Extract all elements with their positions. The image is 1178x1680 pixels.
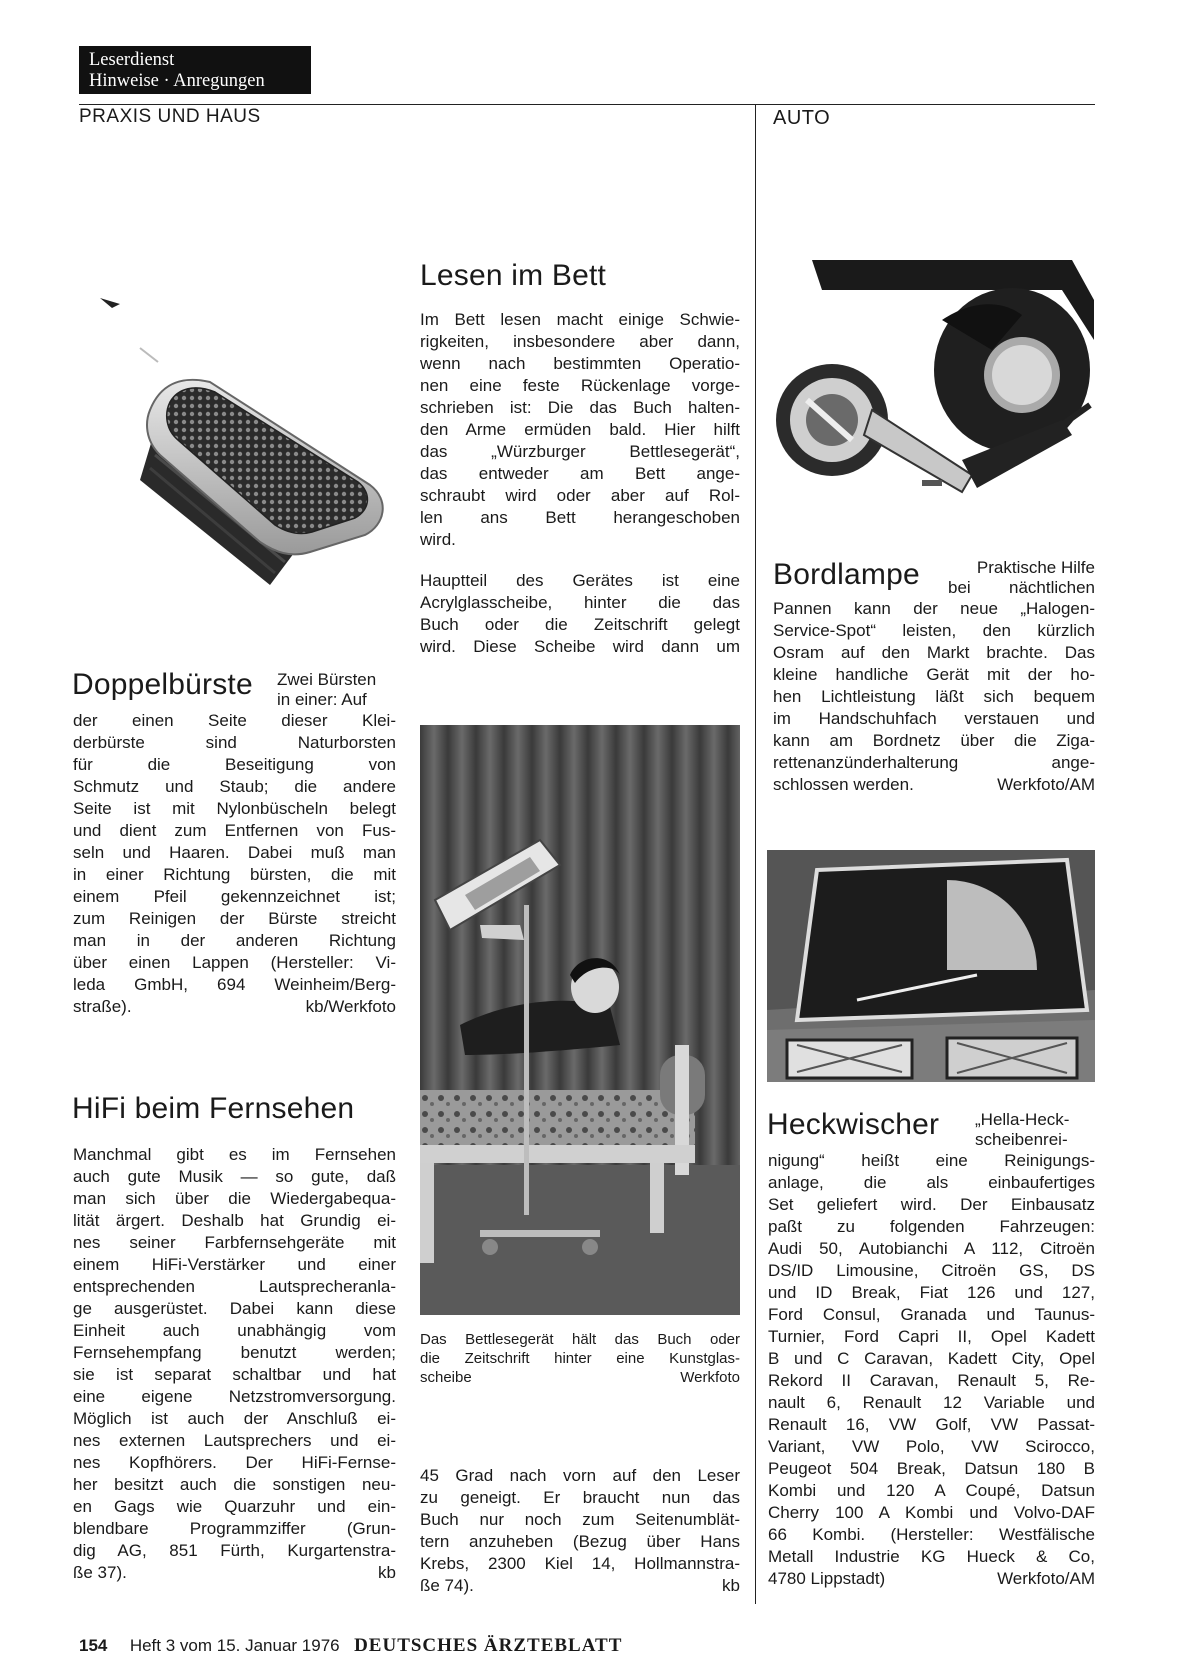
body-line: man in der anderen Richtung [73,931,396,950]
caption-line: die Zeitschrift hinter eine Kunstglas- [420,1350,740,1367]
bordlampe-lead-line-1: Praktische Hilfe [976,558,1095,577]
body-line: das „Würzburger Bettlesegerät“, [420,442,740,461]
body-line-last [768,1568,1095,1590]
magazine-name: DEUTSCHES ÄRZTEBLATT [354,1635,623,1656]
body-line: Ford Consul, Granada und Taunus- [768,1305,1095,1324]
body-line: im Handschuhfach verstauen und [773,709,1095,728]
body-line: kleine handliche Gerät mit der ho- [773,665,1095,684]
body-line: Service-Spot“ leisten, den kürzlich [773,621,1095,640]
body-line: rettenanzünderhalterung ange- [773,753,1095,772]
bordlampe-lead [948,558,1095,597]
body-line: wird. [420,530,456,549]
body-line: nes seiner Farbfernsehgeräte mit [73,1233,396,1252]
body-line: seln und Haaren. Dabei muß man [73,843,396,862]
brush-illustration [100,290,400,610]
photo-credit: Werkfoto/AM [997,1569,1095,1588]
badge-line-1: Leserdienst [89,50,175,70]
body-line: dig AG, 851 Fürth, Kurgartenstra- [73,1541,396,1560]
bed-reading-illustration [420,725,740,1315]
body-line: zu geneigt. Er braucht nun das [420,1488,740,1507]
column-divider [755,104,756,1604]
body-line: nes externen Lautsprechers und ei- [73,1431,396,1450]
lamp-illustration [772,260,1094,526]
body-line: und dient zum Entfernen von Fus- [73,821,396,840]
bordlampe-lead-line-2: bei nächtlichen [948,578,1095,597]
body-line: wird. Diese Scheibe wird dann um [420,637,740,656]
body-line: Fernsehempfang benutzt werden; [73,1343,396,1362]
body-line: anlage, die als einbaufertiges [768,1173,1095,1192]
body-line: Möglich ist auch der Anschluß ei- [73,1409,396,1428]
body-line: rigkeiten, insbesondere aber dann, [420,332,740,351]
body-line: Buch nur noch zum Seitenumblät- [420,1510,740,1529]
heckwischer-title: Heckwischer [767,1108,940,1141]
wiper-photo [767,850,1095,1082]
body-last-text: ße 74). [420,1576,474,1595]
body-line: B und C Caravan, Kadett City, Opel [768,1349,1095,1368]
body-line: das entweder am Bett ange- [420,464,740,483]
header-rule [79,104,1095,105]
section-label-right: AUTO [773,107,831,129]
doppelbuerste-title: Doppelbürste [72,668,253,701]
heckwischer-body [768,1150,1095,1590]
body-line: blendbare Programmziffer (Grun- [73,1519,396,1538]
body-line: Im Bett lesen macht einige Schwie- [420,310,740,329]
photo-credit: Werkfoto/AM [997,775,1095,794]
body-line: Peugeot 504 Break, Datsun 180 B [768,1459,1095,1478]
section-badge [79,46,311,94]
body-line: hen Lichtleistung läßt sich bequem [773,687,1095,706]
author-credit: kb [378,1563,396,1582]
body-line: eine eigene Netzstromversorgung. [73,1387,396,1406]
body-line: Variant, VW Polo, VW Scirocco, [768,1437,1095,1456]
body-last-text: 4780 Lippstadt) [768,1569,886,1588]
body-line: 45 Grad nach vorn auf den Leser [420,1466,740,1485]
body-line-last [420,1575,740,1597]
body-line: her besitzt auch die sonstigen neu- [73,1475,396,1494]
body-line: Manchmal gibt es im Fernsehen [73,1145,396,1164]
body-line: wenn nach bestimmten Operatio- [420,354,740,373]
body-line: über einen Lappen (Hersteller: Vi- [73,953,396,972]
heckwischer-lead-line-2: scheibenrei- [975,1130,1068,1149]
badge-line-2: Hinweise · Anregungen [89,71,265,91]
heckwischer-lead [975,1110,1095,1149]
doppelbuerste-lead-line-2: in einer: Auf [277,690,367,709]
body-line: Acrylglasscheibe, hinter die das [420,593,740,612]
bed-reading-photo [420,725,740,1315]
body-line: Krebs, 2300 Kiel 14, Hollmannstra- [420,1554,740,1573]
body-line: zum Reinigen der Bürste streicht [73,909,396,928]
page-footer [79,1635,622,1657]
hifi-body [73,1144,396,1584]
body-line: Set geliefert wird. Der Einbausatz [768,1195,1095,1214]
body-line: Seite ist mit Nylonbüscheln belegt [73,799,396,818]
body-line: Pannen kann der neue „Halogen- [773,599,1095,618]
body-line: Metall Industrie KG Hueck & Co, [768,1547,1095,1566]
body-last-text: ße 37). [73,1563,127,1582]
lamp-photo [772,260,1094,526]
body-line: 66 Kombi. (Hersteller: Westfälische [768,1525,1095,1544]
body-line: Buch oder die Zeitschrift gelegt [420,615,740,634]
body-line: ge ausgerüstet. Dabei kann diese [73,1299,396,1318]
lesen-body-1 [420,309,740,551]
caption-line: Das Bettlesegerät hält das Buch oder [420,1331,740,1348]
lesen-body-3 [420,1465,740,1597]
body-line: nault 6, Renault 12 Variable und [768,1393,1095,1412]
body-line: nigung“ heißt eine Reinigungs- [768,1151,1095,1170]
body-line: Audi 50, Autobianchi A 112, Citroën [768,1239,1095,1258]
body-line: in einer Richtung bürsten, die mit [73,865,396,884]
body-line: nen eine feste Rückenlage vorge- [420,376,740,395]
body-line: Kombi und 120 A Coupé, Datsun [768,1481,1095,1500]
body-line: leda GmbH, 694 Weinheim/Berg- [73,975,396,994]
body-line: tern anzuheben (Bezug über Hans [420,1532,740,1551]
body-line: len ans Bett herangeschoben [420,508,740,527]
body-line: für die Beseitigung von [73,755,396,774]
bed-photo-caption [420,1330,740,1387]
body-line-last [773,774,1095,796]
body-line-last [73,996,396,1018]
body-line: Schmutz und Staub; die andere [73,777,396,796]
doppelbuerste-lead [277,670,398,709]
lesen-body-2 [420,570,740,658]
issue-info: Heft 3 vom 15. Januar 1976 [129,1636,340,1655]
body-line: auch gute Musik — so gute, daß [73,1167,396,1186]
body-line: und ID Break, Fiat 126 und 127, [768,1283,1095,1302]
body-line: Turnier, Ford Capri II, Opel Kadett [768,1327,1095,1346]
body-line: einem Pfeil gekennzeichnet ist; [73,887,396,906]
bordlampe-body [773,598,1095,796]
body-line: kann am Bordnetz über die Ziga- [773,731,1095,750]
body-line: lität ärgert. Deshalb hat Grundig ei- [73,1211,396,1230]
body-line: Rekord II Caravan, Renault 5, Re- [768,1371,1095,1390]
brush-photo [100,290,400,610]
body-line: entsprechenden Lautsprecheranla- [73,1277,396,1296]
caption-line-last [420,1368,740,1387]
author-credit: kb [722,1576,740,1595]
doppelbuerste-lead-line-1: Zwei Bürsten [277,670,377,689]
body-line: derbürste sind Naturborsten [73,733,396,752]
caption-last-text: scheibe [420,1369,472,1386]
body-line: sie ist separat schaltbar und hat [73,1365,396,1384]
body-line: DS/ID Limousine, Citroën GS, DS [768,1261,1095,1280]
body-line: schraubt wird oder aber auf Rol- [420,486,740,505]
body-line: den Arme ermüden bald. Hier hilft [420,420,740,439]
body-last-text: straße). [73,997,132,1016]
body-line: Cherry 100 A Kombi und Volvo-DAF [768,1503,1095,1522]
body-line: schrieben ist: Die das Buch halten- [420,398,740,417]
body-line: paßt zu folgenden Fahrzeugen: [768,1217,1095,1236]
lesen-title: Lesen im Bett [420,259,607,292]
body-line-last [73,1562,396,1584]
photo-credit: kb/Werkfoto [305,997,396,1016]
body-line: einem HiFi-Verstärker und einer [73,1255,396,1274]
wiper-illustration [767,850,1095,1082]
section-label-left: PRAXIS UND HAUS [79,106,261,127]
body-line: man sich über die Wiedergabequa- [73,1189,396,1208]
doppelbuerste-body [73,710,396,1018]
body-line: Einheit auch unabhängig vom [73,1321,396,1340]
body-line: Renault 16, VW Golf, VW Passat- [768,1415,1095,1434]
heckwischer-lead-line-1: „Hella-Heck- [975,1110,1070,1129]
caption-credit: Werkfoto [680,1369,740,1386]
body-line: Hauptteil des Gerätes ist eine [420,571,740,590]
body-line: Osram auf den Markt brachte. Das [773,643,1095,662]
bordlampe-title: Bordlampe [773,558,920,591]
body-last-text: schlossen werden. [773,775,914,794]
body-line: nes Kopfhörers. Der HiFi-Fernse- [73,1453,396,1472]
page-number: 154 [79,1636,108,1655]
body-line: der einen Seite dieser Klei- [73,711,396,730]
body-line: en Gags wie Quarzuhr und ein- [73,1497,396,1516]
hifi-title: HiFi beim Fernsehen [72,1092,355,1125]
